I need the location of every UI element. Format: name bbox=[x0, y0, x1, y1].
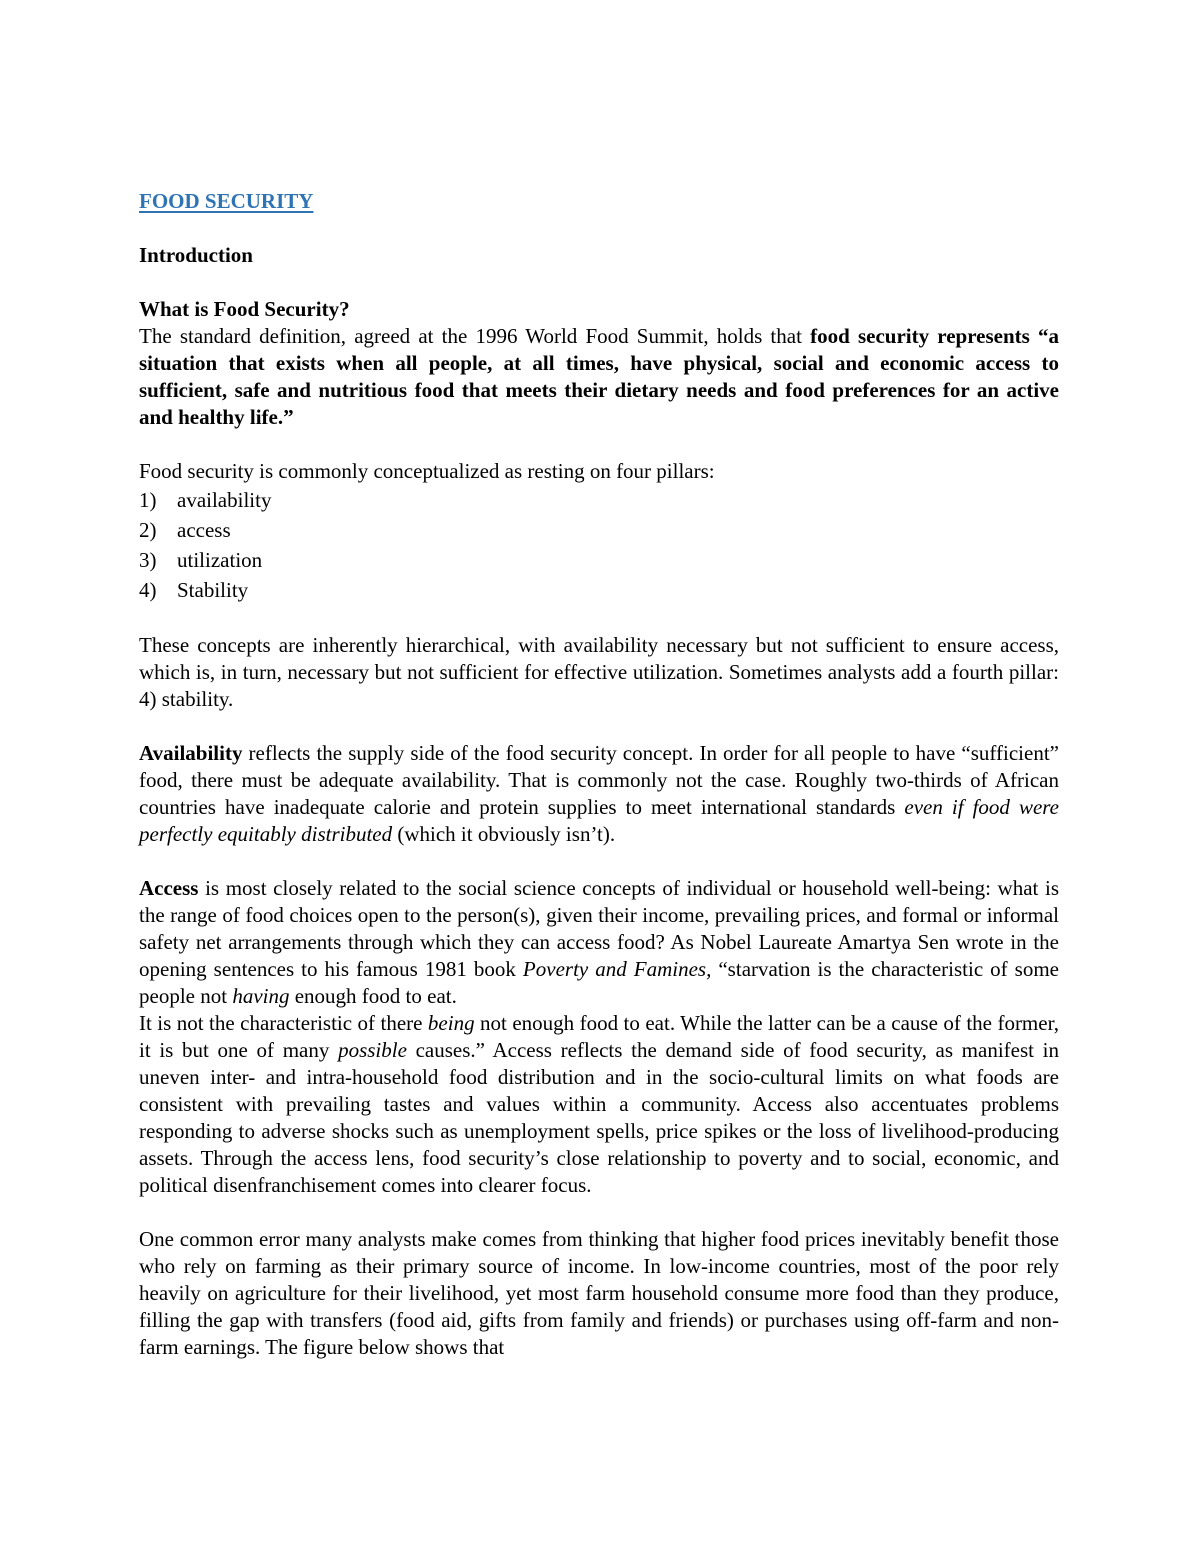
access-text: It is not the characteristic of there bbox=[139, 1011, 428, 1035]
availability-term: Availability bbox=[139, 741, 243, 765]
document-title: FOOD SECURITY bbox=[139, 189, 314, 213]
introduction-heading: Introduction bbox=[139, 243, 253, 267]
document-page bbox=[139, 188, 1059, 1361]
spacer bbox=[139, 431, 1059, 458]
pillars-intro: Food security is commonly conceptualized as resting on four pillars: bbox=[139, 459, 715, 483]
book-title: Poverty and Famines, bbox=[522, 957, 712, 981]
definition-text: The standard definition, agreed at the 1996 World Food Summit, holds that bbox=[139, 324, 811, 348]
list-number: 1) bbox=[139, 488, 157, 512]
access-text: causes.” Access reflects the demand side of food security, as manifest in uneven inter- and intra-household food distribution and in the socio-cultural limits on what foods are consistent with prevailing tastes and values within a community. Access also accentuates problems responding to adverse shocks such as unemployment spells, price spikes or the loss of livelihood-producing assets. Through the access lens, food security’s close relationship to poverty and to social, economic, and political disenfranchisement comes into clearer focus. bbox=[139, 1038, 1059, 1197]
list-number: 4) bbox=[139, 578, 157, 602]
hierarchy-paragraph: These concepts are inherently hierarchical, with availability necessary but not sufficient to ensure access, which is, in turn, necessary but not sufficient for effective utilization. Sometimes analysts add a fourth pillar: 4) stability. bbox=[139, 633, 1059, 711]
error-paragraph: One common error many analysts make comes from thinking that higher food prices inevitably benefit those who rely on farming as their primary source of income. In low-income countries, most of the poor rely heavily on agriculture for their livelihood, yet most farm household consume more food than they produce, filling the gap with transfers (food aid, gifts from family and friends) or purchases using off-farm and non-farm earnings. The figure below shows that bbox=[139, 1227, 1059, 1359]
list-item bbox=[139, 545, 1059, 575]
access-paragraph bbox=[139, 875, 1059, 1010]
list-label: Stability bbox=[177, 578, 249, 602]
list-label: availability bbox=[177, 488, 272, 512]
list-label: utilization bbox=[177, 548, 263, 572]
emphasis-being: being bbox=[427, 1011, 475, 1035]
availability-paragraph bbox=[139, 740, 1059, 848]
access-quote: “starvation is the characteristic of some people not bbox=[139, 957, 1059, 1008]
list-item bbox=[139, 515, 1059, 545]
list-number: 2) bbox=[139, 518, 157, 542]
access-paragraph-continued bbox=[139, 1010, 1059, 1199]
access-term: Access bbox=[139, 876, 199, 900]
spacer bbox=[139, 848, 1059, 875]
availability-text: reflects the supply side of the food security concept. In order for all people to have “sufficient” food, there must be adequate availability. That is commonly not the case. Roughly two-thirds of African countries have inadequate calorie and protein supplies to meet international standards bbox=[139, 741, 1059, 819]
availability-text-end: (which it obviously isn’t). bbox=[392, 822, 616, 846]
list-item bbox=[139, 575, 1059, 605]
list-number: 3) bbox=[139, 548, 157, 572]
list-label: access bbox=[177, 518, 231, 542]
list-item bbox=[139, 485, 1059, 515]
what-is-food-security-heading: What is Food Security? bbox=[139, 297, 350, 321]
availability-emphasis: even if food were perfectly equitably distributed bbox=[139, 795, 1060, 846]
definition-quote: food security represents “a situation that exists when all people, at all times, have physical, social and economic access to sufficient, safe and nutritious food that meets their dietary needs and food preferences for an active and healthy life.” bbox=[139, 324, 1059, 429]
emphasis-having: having bbox=[232, 984, 290, 1008]
spacer bbox=[139, 269, 1059, 296]
access-text: is most closely related to the social science concepts of individual or household well-being: what is the range of food choices open to the person(s), given their income, prevailing prices, and formal or informal safety net arrangements through which they can access food? As Nobel Laureate Amartya Sen wrote in the opening sentences to his famous 1981 book bbox=[139, 876, 1059, 981]
access-text: not enough food to eat. While the latter can be a cause of the former, it is but one of many bbox=[139, 1011, 1059, 1062]
spacer bbox=[139, 605, 1059, 632]
access-quote-end: enough food to eat. bbox=[289, 984, 457, 1008]
spacer bbox=[139, 1199, 1059, 1226]
spacer bbox=[139, 215, 1059, 242]
pillars-list bbox=[139, 485, 1059, 605]
emphasis-possible: possible bbox=[338, 1038, 407, 1062]
spacer bbox=[139, 713, 1059, 740]
definition-paragraph bbox=[139, 323, 1059, 431]
